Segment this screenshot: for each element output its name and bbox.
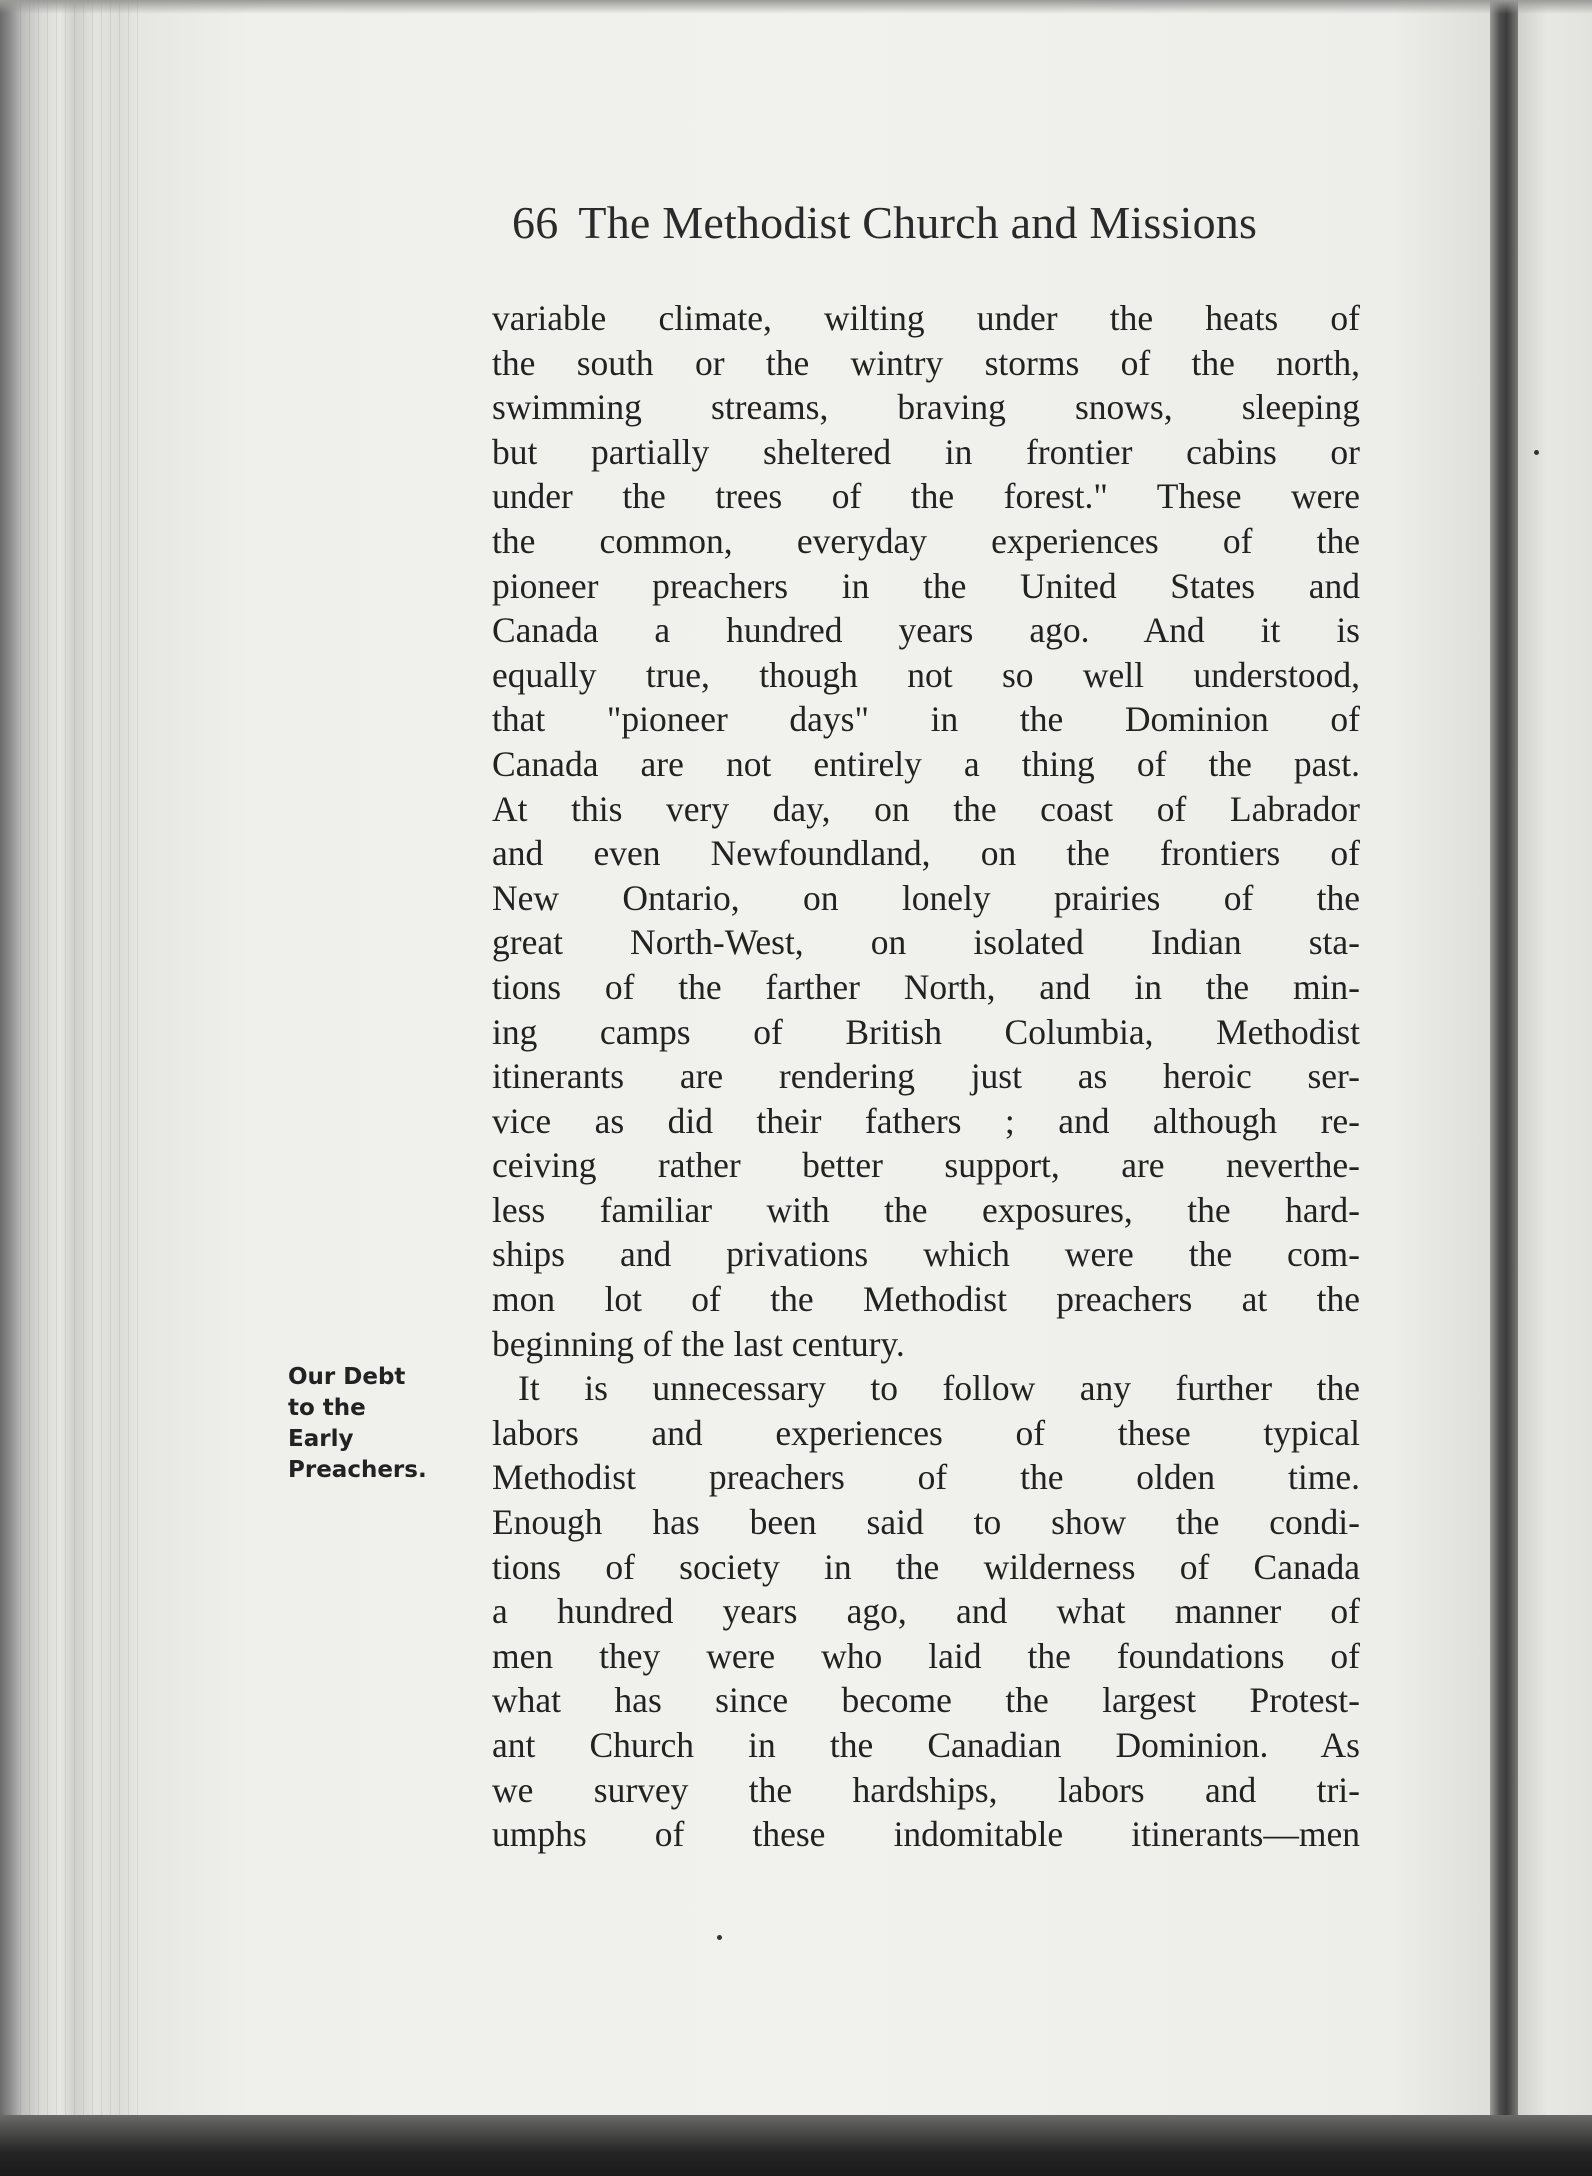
text-line: itinerants are rendering just as heroic ser- [492, 1056, 1360, 1097]
text-line: beginning of the last century. [492, 1323, 905, 1364]
running-title: The Methodist Church and Missions [578, 197, 1258, 248]
text-line: tions of society in the wilderness of Canada [492, 1546, 1360, 1587]
bottom-shadow [0, 2115, 1592, 2176]
text-line: Enough has been said to show the condi- [492, 1502, 1360, 1543]
ink-speck [717, 1935, 722, 1940]
margin-note-line: Our Debt [288, 1364, 406, 1390]
left-page-edge-lines [20, 0, 140, 2176]
text-line: but partially sheltered in frontier cabins or [492, 431, 1360, 472]
text-line: the south or the wintry storms of the north, [492, 342, 1360, 383]
text-line: under the trees of the forest." These were [492, 476, 1360, 517]
text-line: labors and experiences of these typical [492, 1412, 1360, 1453]
text-line: what has since become the largest Protest- [492, 1680, 1360, 1721]
text-line: It is unnecessary to follow any further the [518, 1368, 1360, 1409]
ink-speck [1534, 450, 1539, 455]
next-page-edge [1518, 0, 1592, 2176]
text-line: less familiar with the exposures, the hard- [492, 1189, 1360, 1230]
text-line: men they were who laid the foundations of [492, 1635, 1360, 1676]
paragraph-1 [492, 296, 1360, 1366]
paragraph-2 [492, 1366, 1360, 1857]
text-line: umphs of these indomitable itinerants—men [492, 1814, 1360, 1855]
margin-note-line: Preachers. [288, 1457, 427, 1483]
text-line: pioneer preachers in the United States and [492, 565, 1360, 606]
text-line: Methodist preachers of the olden time. [492, 1457, 1360, 1498]
text-line: ships and privations which were the com- [492, 1234, 1360, 1275]
text-line: equally true, though not so well understood, [492, 654, 1360, 695]
text-line: mon lot of the Methodist preachers at the [492, 1279, 1360, 1320]
text-line: vice as did their fathers ; and although re- [492, 1100, 1360, 1141]
text-line: we survey the hardships, labors and tri- [492, 1769, 1360, 1810]
running-header [512, 196, 1352, 249]
top-shadow [0, 0, 1592, 14]
text-line: swimming streams, braving snows, sleeping [492, 387, 1360, 428]
margin-note [288, 1362, 468, 1486]
text-line: great North-West, on isolated Indian sta- [492, 922, 1360, 963]
text-line: ant Church in the Canadian Dominion. As [492, 1725, 1360, 1765]
text-line: At this very day, on the coast of Labrador [492, 788, 1360, 829]
margin-note-line: to the [288, 1395, 366, 1421]
page-number: 66 [512, 197, 559, 248]
text-line: Canada are not entirely a thing of the past. [492, 743, 1360, 784]
text-line: that "pioneer days" in the Dominion of [492, 699, 1360, 740]
book-gutter [1490, 0, 1518, 2176]
text-line: ceiving rather better support, are neverthe- [492, 1145, 1360, 1186]
text-line: a hundred years ago, and what manner of [492, 1591, 1360, 1632]
text-line: New Ontario, on lonely prairies of the [492, 877, 1360, 918]
text-line: ing camps of British Columbia, Methodist [492, 1011, 1360, 1052]
text-line: and even Newfoundland, on the frontiers of [492, 833, 1360, 874]
text-line: variable climate, wilting under the heats of [492, 298, 1360, 338]
body-text [492, 296, 1360, 1857]
margin-note-line: Early [288, 1426, 354, 1452]
text-line: Canada a hundred years ago. And it is [492, 610, 1360, 651]
text-line: the common, everyday experiences of the [492, 520, 1360, 561]
text-line: tions of the farther North, and in the min- [492, 966, 1360, 1007]
